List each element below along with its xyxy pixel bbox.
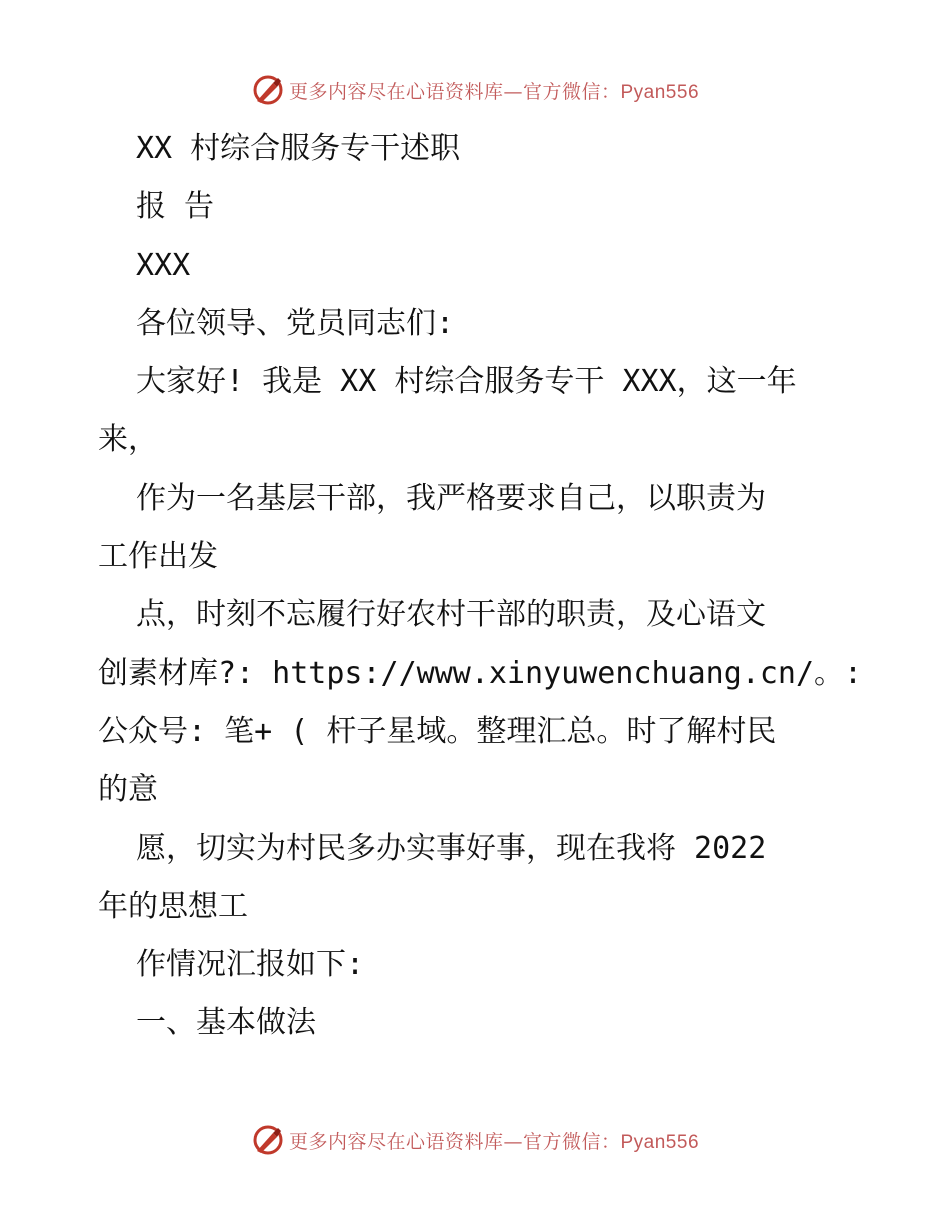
watermark-wechat-id: Pyan556 <box>620 81 700 103</box>
footer-watermark <box>0 1120 950 1160</box>
doc-paragraph-line: 公众号: 笔+ ( 杆子星域。整理汇总。时了解村民 <box>98 713 777 749</box>
doc-section-heading: 一、基本做法 <box>136 1005 316 1041</box>
watermark-text <box>289 77 699 104</box>
doc-paragraph-line: 作情况汇报如下: <box>136 947 365 983</box>
doc-paragraph-line: 大家好! 我是 XX 村综合服务专干 XXX，这一年 <box>136 364 797 400</box>
header-watermark <box>0 70 950 110</box>
doc-paragraph-line: 创素材库?: https://www.xinyuwenchuang.cn/。: <box>98 655 863 691</box>
watermark-slogan: 更多内容尽在心语资料库 <box>288 80 504 103</box>
watermark-separator: — <box>503 80 523 103</box>
document-body <box>98 120 863 1053</box>
watermark-slogan: 更多内容尽在心语资料库 <box>288 1130 504 1153</box>
doc-paragraph-line: 来， <box>98 422 158 458</box>
watermark-text <box>289 1127 699 1154</box>
doc-paragraph-line: 的意 <box>98 772 158 808</box>
doc-paragraph-line: 愿，切实为村民多办实事好事，现在我将 2022 <box>136 830 767 866</box>
doc-author: XXX <box>136 247 191 283</box>
doc-title-continued: 报 告 <box>136 189 215 225</box>
watermark-separator: — <box>503 1130 523 1153</box>
doc-salutation: 各位领导、党员同志们: <box>136 305 455 341</box>
watermark-wechat-label: 官方微信： <box>522 1130 621 1153</box>
doc-paragraph-line: 工作出发 <box>98 539 218 575</box>
doc-paragraph-line: 点，时刻不忘履行好农村干部的职责，及心语文 <box>136 597 766 633</box>
watermark-wechat-label: 官方微信： <box>522 80 621 103</box>
watermark-wechat-id: Pyan556 <box>620 1131 700 1153</box>
doc-paragraph-line: 作为一名基层干部，我严格要求自己，以职责为 <box>136 480 766 516</box>
pen-logo-icon <box>251 73 285 107</box>
doc-paragraph-line: 年的思想工 <box>98 888 248 924</box>
doc-title: XX 村综合服务专干述职 <box>136 131 461 166</box>
pen-logo-icon <box>251 1123 285 1157</box>
